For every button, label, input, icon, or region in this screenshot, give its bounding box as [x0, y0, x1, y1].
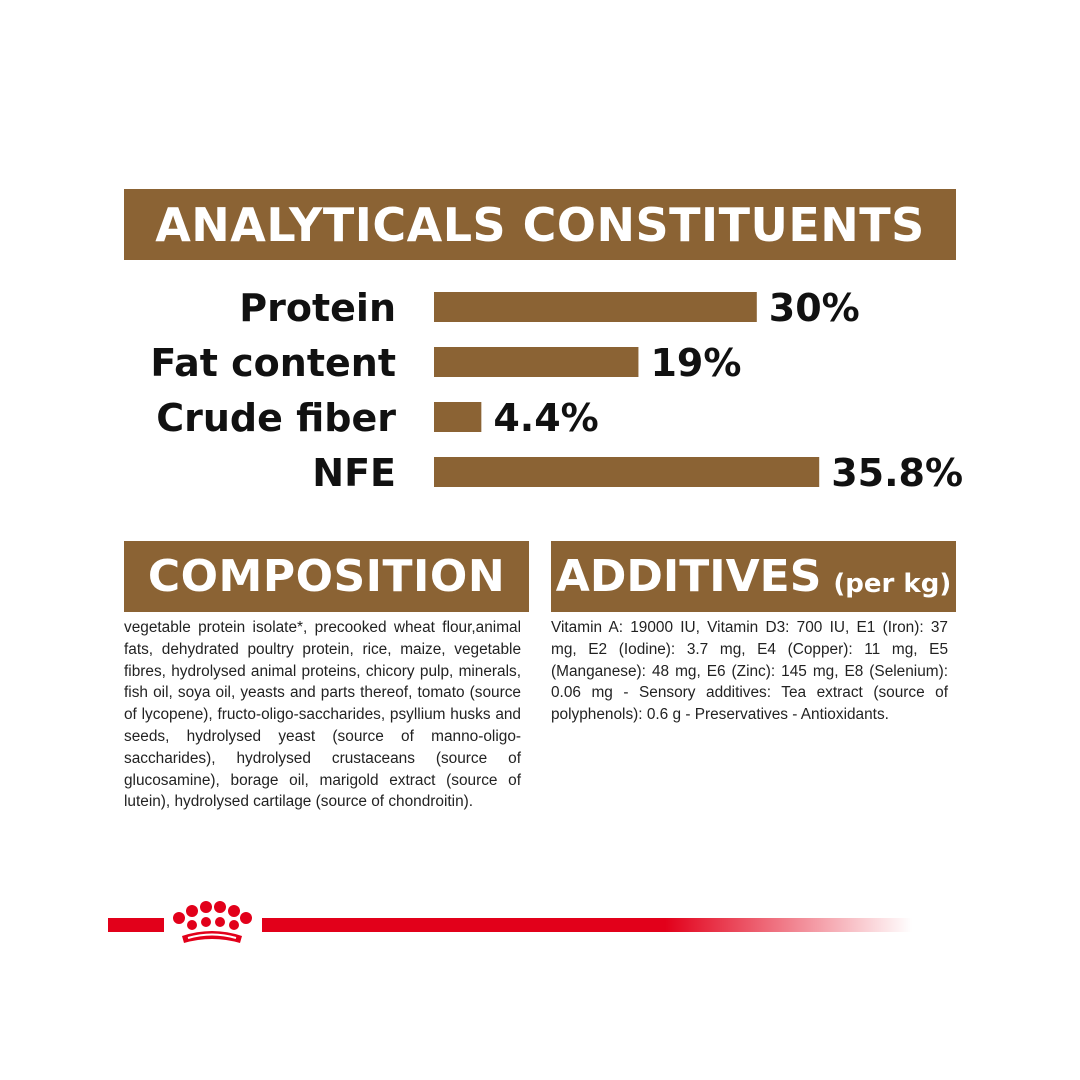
- additives-text: Vitamin A: 19000 IU, Vitamin D3: 700 IU, E1 (Iron): 37 mg, E2 (Iodine): 3.7 mg, E4 (Copper): 11 mg, E5 (Manganese): 48 mg, E6 (Zinc): 145 mg, E8 (Selenium): 0.06 mg - Sensory additives: Tea extract (source of polyphenols): 0.6 g - Preservatives - Antioxidants.: [551, 619, 948, 724]
- value-label: 19%: [650, 341, 742, 385]
- bar: [434, 457, 819, 487]
- category-label: Fat content: [150, 341, 396, 385]
- analytics-header: [124, 189, 956, 260]
- composition-header-title: COMPOSITION: [147, 551, 506, 602]
- bar: [434, 347, 638, 377]
- bar: [434, 292, 757, 322]
- composition-text: vegetable protein isolate*, precooked wheat flour,animal fats, dehydrated poultry protein, rice, maize, vegetable fibres, hydrolysed animal proteins, chicory pulp, minerals, fish oil, soya oil, yeasts and parts thereof, tomato (source of lycopene), fructo-oligo-saccharides, psyllium husks and seeds, hydrolysed yeast (source of manno-oligo-saccharides), hydrolysed crustaceans (source of glucosamine), borage oil, marigold extract (source of lutein), hydrolysed cartilage (source of chondroitin).: [124, 619, 521, 811]
- bar: [434, 402, 481, 432]
- crown-icon: [166, 898, 258, 948]
- composition-header: [124, 541, 529, 612]
- value-label: 30%: [768, 286, 860, 330]
- additives-header: [551, 541, 956, 612]
- constituents-bar-chart: [0, 270, 1080, 510]
- brand-line-right: [262, 918, 912, 932]
- additives-header-unit: (per kg): [833, 568, 952, 599]
- category-label: NFE: [312, 451, 396, 495]
- analytics-header-title: ANALYTICALS CONSTITUENTS: [155, 197, 925, 252]
- value-label: 35.8%: [831, 451, 964, 495]
- category-label: Crude fiber: [156, 396, 396, 440]
- value-label: 4.4%: [493, 396, 599, 440]
- additives-header-title: ADDITIVES: [555, 551, 822, 602]
- category-label: Protein: [239, 286, 396, 330]
- brand-line-left: [108, 918, 164, 932]
